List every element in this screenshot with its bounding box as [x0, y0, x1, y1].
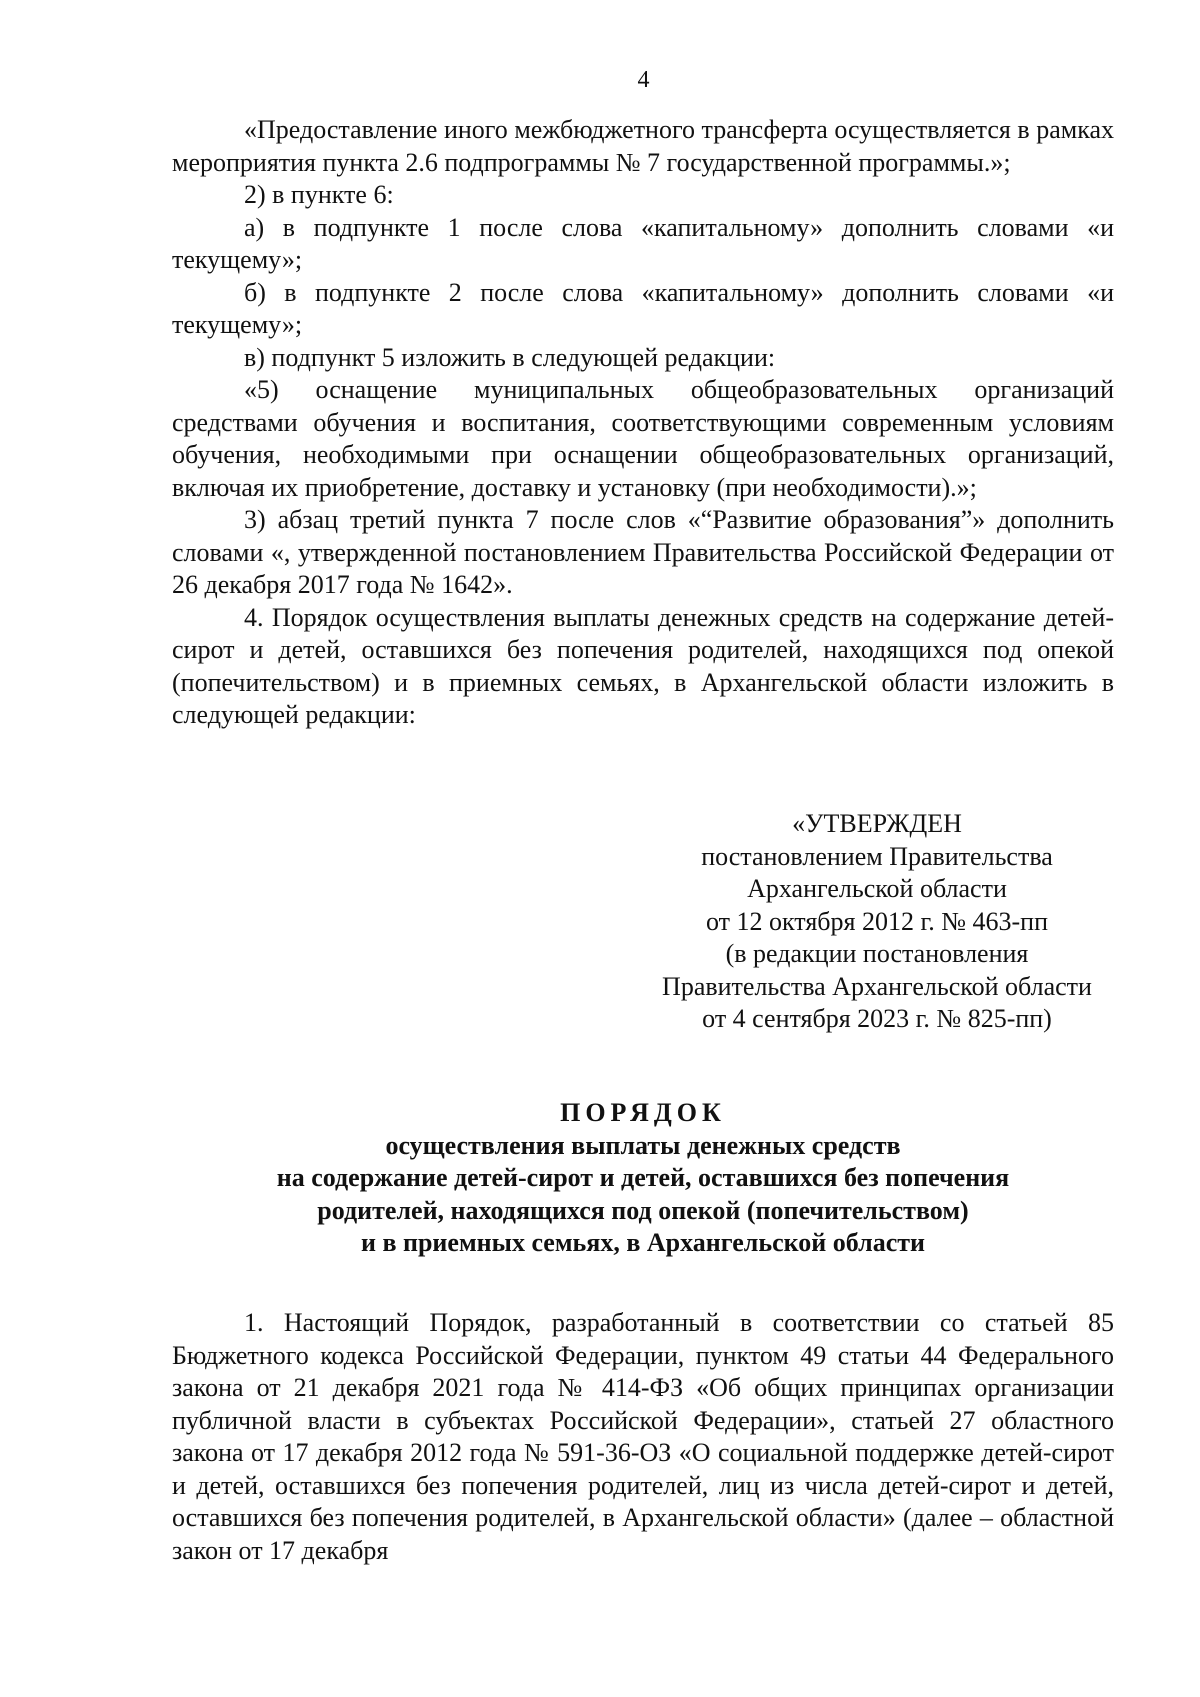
approval-line: Архангельской области: [747, 874, 1007, 903]
body-text-bottom: [172, 1307, 1114, 1567]
paragraph: 3) абзац третий пункта 7 после слов «“Развитие образования”» дополнить словами «, утвержденной постановлением Правительства Российской Федерации от 26 декабря 2017 года № 1642».: [172, 505, 1114, 599]
document-heading: [172, 1097, 1114, 1260]
body-text-top: [172, 114, 1114, 732]
approval-line: (в редакции постановления: [725, 939, 1029, 968]
page-number: 4: [637, 67, 650, 93]
paragraph: «5) оснащение муниципальных общеобразовательных организаций средствами обучения и воспитания, соответствующими современным условиям обучения, необходимыми при оснащении общеобразовательных организаций, включая их приобретение, доставку и установку (при необходимости).»;: [172, 375, 1114, 502]
approval-stamp-block: [640, 808, 1114, 1036]
paragraph: 2) в пункте 6:: [244, 180, 394, 209]
paragraph: «Предоставление иного межбюджетного трансферта осуществляется в рамках мероприятия пункта 2.6 подпрограммы № 7 государственной программы.»;: [172, 115, 1114, 177]
paragraph: а) в подпункте 1 после слова «капитальному» дополнить словами «и текущему»;: [172, 212, 1114, 274]
approval-line: «УТВЕРЖДЕН: [792, 809, 962, 838]
heading-line: и в приемных семьях, в Архангельской области: [360, 1228, 926, 1257]
paragraph: в) подпункт 5 изложить в следующей редакции:: [244, 342, 776, 372]
approval-line: постановлением Правительства: [701, 841, 1053, 871]
paragraph: б) в подпункте 2 после слова «капитальному» дополнить словами «и текущему»;: [172, 277, 1114, 339]
heading-line: на содержание детей-сирот и детей, оставшихся без попечения: [276, 1163, 1010, 1192]
approval-line: от 4 сентября 2023 г. № 825-пп): [702, 1004, 1052, 1033]
paragraph: 4. Порядок осуществления выплаты денежных средств на содержание детей-сирот и детей, оставшихся без попечения родителей, находящихся под опекой (попечительством) и в приемных семьях, в Архангельской области изложить в следующей редакции:: [172, 602, 1114, 729]
approval-line: от 12 октября 2012 г. № 463-пп: [706, 906, 1048, 936]
heading-line: родителей, находящихся под опекой (попечительством): [317, 1195, 969, 1225]
heading-line: осуществления выплаты денежных средств: [385, 1130, 901, 1160]
approval-line: Правительства Архангельской области: [662, 971, 1092, 1001]
heading-title: ПОРЯДОК: [560, 1098, 726, 1127]
paragraph: 1. Настоящий Порядок, разработанный в соответствии со статьей 85 Бюджетного кодекса Российской Федерации, пунктом 49 статьи 44 Федерального закона от 21 декабря 2021 года № 414-ФЗ «Об общих принципах организации публичной власти в субъектах Российской Федерации», статьей 27 областного закона от 17 декабря 2012 года № 591-36-ОЗ «О социальной поддержке детей-сирот и детей, оставшихся без попечения родителей, лиц из числа детей-сирот и детей, оставшихся без попечения родителей, в Архангельской области» (далее – областной закон от 17 декабря: [172, 1308, 1114, 1565]
